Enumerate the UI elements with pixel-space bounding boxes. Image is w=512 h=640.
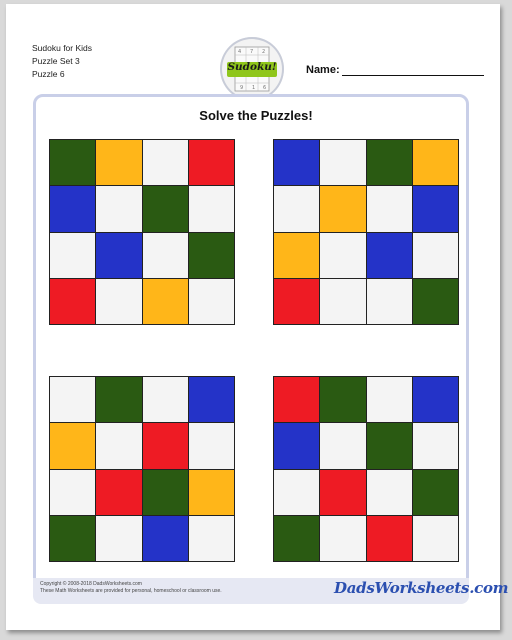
sudoku-cell[interactable] — [50, 233, 95, 278]
sudoku-cell[interactable] — [274, 377, 319, 422]
svg-text:7: 7 — [250, 49, 254, 55]
sudoku-cell[interactable] — [367, 377, 412, 422]
sudoku-cell[interactable] — [50, 423, 95, 468]
sudoku-cell[interactable] — [367, 233, 412, 278]
sudoku-logo — [220, 37, 284, 101]
sudoku-cell[interactable] — [413, 233, 458, 278]
sudoku-cell[interactable] — [320, 233, 365, 278]
sudoku-cell[interactable] — [274, 516, 319, 561]
usage-notice: These Math Worksheets are provided for personal, homeschool or classroom use. — [40, 588, 222, 594]
sudoku-cell[interactable] — [96, 470, 141, 515]
puzzle-number-label: Puzzle 6 — [32, 69, 65, 79]
sudoku-cell[interactable] — [143, 516, 188, 561]
sudoku-cell[interactable] — [274, 233, 319, 278]
worksheet-title: Sudoku for Kids — [32, 43, 93, 53]
sudoku-cell[interactable] — [413, 186, 458, 231]
sudoku-cell[interactable] — [189, 279, 234, 324]
sudoku-cell[interactable] — [367, 470, 412, 515]
sudoku-cell[interactable] — [413, 423, 458, 468]
sudoku-grid-1 — [49, 139, 235, 325]
svg-text:6: 6 — [263, 85, 267, 91]
sudoku-cell[interactable] — [189, 377, 234, 422]
svg-text:2: 2 — [262, 49, 266, 55]
sudoku-cell[interactable] — [320, 186, 365, 231]
sudoku-cell[interactable] — [320, 516, 365, 561]
name-field[interactable] — [342, 75, 484, 76]
sudoku-cell[interactable] — [413, 516, 458, 561]
sudoku-cell[interactable] — [96, 233, 141, 278]
sudoku-cell[interactable] — [189, 186, 234, 231]
sudoku-grid-2 — [273, 139, 459, 325]
sudoku-cell[interactable] — [96, 186, 141, 231]
sudoku-cell[interactable] — [274, 279, 319, 324]
sudoku-cell[interactable] — [143, 140, 188, 185]
sudoku-cell[interactable] — [143, 423, 188, 468]
sudoku-cell[interactable] — [367, 140, 412, 185]
sudoku-cell[interactable] — [189, 470, 234, 515]
sudoku-cell[interactable] — [320, 423, 365, 468]
sudoku-cell[interactable] — [189, 516, 234, 561]
sudoku-cell[interactable] — [50, 186, 95, 231]
brand-logo: DadsWorksheets.com — [334, 579, 509, 597]
sudoku-cell[interactable] — [320, 140, 365, 185]
sudoku-cell[interactable] — [413, 279, 458, 324]
sudoku-cell[interactable] — [143, 377, 188, 422]
svg-text:9: 9 — [240, 85, 244, 91]
name-label: Name: — [306, 64, 340, 76]
sudoku-cell[interactable] — [96, 140, 141, 185]
worksheet-header-info — [32, 42, 92, 81]
sudoku-cell[interactable] — [274, 140, 319, 185]
page-title: Solve the Puzzles! — [199, 108, 313, 123]
sudoku-cell[interactable] — [367, 279, 412, 324]
sudoku-grid-4 — [273, 376, 459, 562]
sudoku-cell[interactable] — [320, 470, 365, 515]
sudoku-cell[interactable] — [367, 516, 412, 561]
sudoku-cell[interactable] — [50, 516, 95, 561]
sudoku-cell[interactable] — [96, 279, 141, 324]
puzzle-set-label: Puzzle Set 3 — [32, 56, 80, 66]
sudoku-cell[interactable] — [189, 233, 234, 278]
sudoku-cell[interactable] — [50, 377, 95, 422]
sudoku-cell[interactable] — [320, 279, 365, 324]
sudoku-cell[interactable] — [413, 140, 458, 185]
svg-text:1: 1 — [252, 85, 256, 91]
sudoku-cell[interactable] — [189, 423, 234, 468]
svg-text:4: 4 — [238, 49, 242, 55]
sudoku-cell[interactable] — [143, 470, 188, 515]
sudoku-cell[interactable] — [143, 279, 188, 324]
sudoku-cell[interactable] — [96, 423, 141, 468]
sudoku-cell[interactable] — [143, 186, 188, 231]
sudoku-cell[interactable] — [50, 279, 95, 324]
sudoku-cell[interactable] — [413, 377, 458, 422]
footer-text — [40, 581, 222, 595]
copyright-text: Copyright © 2008-2018 DadsWorksheets.com — [40, 581, 142, 587]
sudoku-cell[interactable] — [413, 470, 458, 515]
sudoku-cell[interactable] — [143, 233, 188, 278]
sudoku-cell[interactable] — [274, 423, 319, 468]
sudoku-cell[interactable] — [189, 140, 234, 185]
sudoku-cell[interactable] — [96, 377, 141, 422]
sudoku-cell[interactable] — [367, 186, 412, 231]
sudoku-cell[interactable] — [274, 470, 319, 515]
sudoku-grid-3 — [49, 376, 235, 562]
sudoku-cell[interactable] — [96, 516, 141, 561]
sudoku-cell[interactable] — [50, 140, 95, 185]
sudoku-logo-text: Sudoku! — [227, 61, 277, 73]
sudoku-cell[interactable] — [367, 423, 412, 468]
sudoku-cell[interactable] — [274, 186, 319, 231]
sudoku-cell[interactable] — [320, 377, 365, 422]
sudoku-cell[interactable] — [50, 470, 95, 515]
